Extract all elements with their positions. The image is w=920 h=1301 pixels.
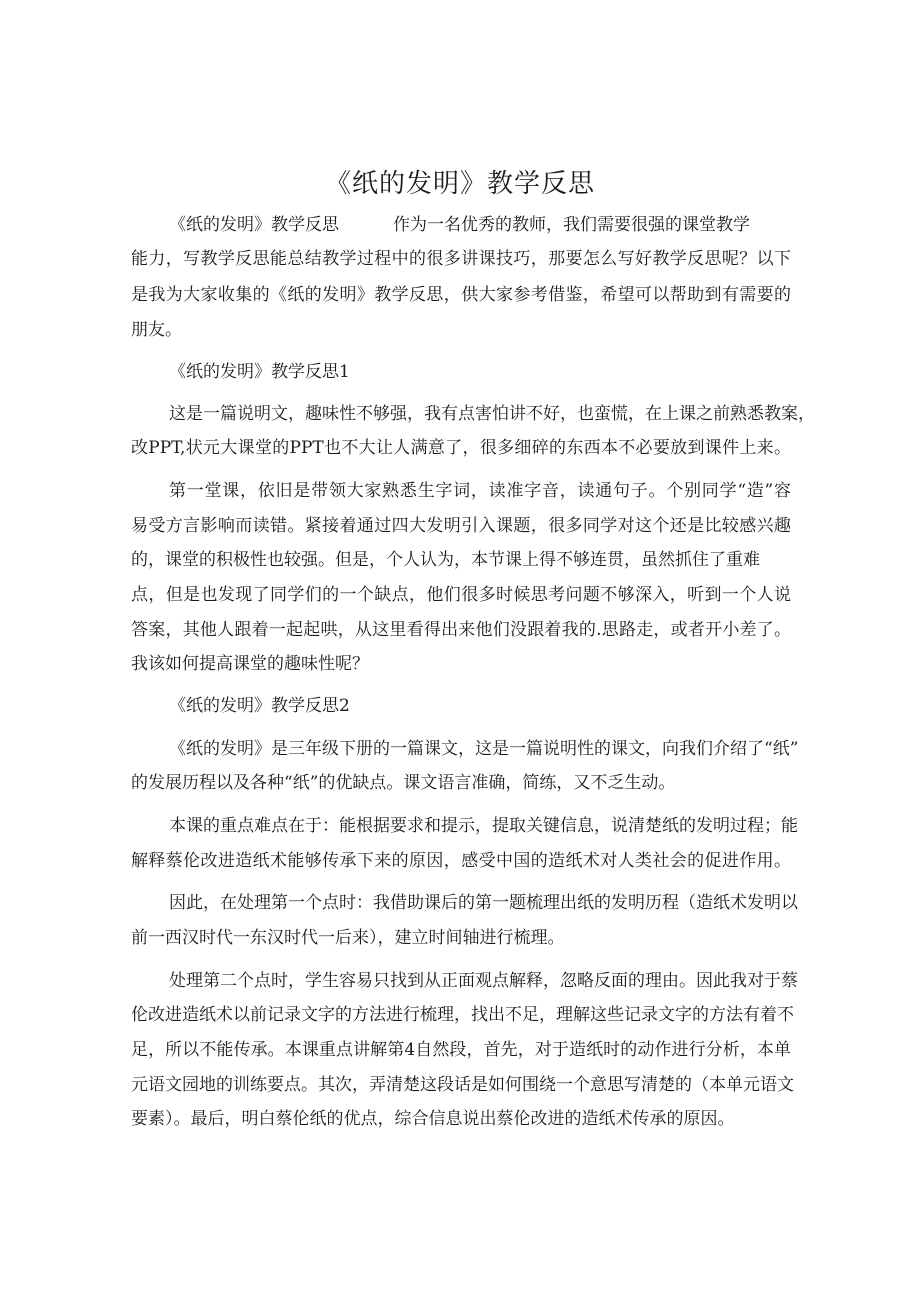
intro-line: 朋友。	[131, 320, 182, 340]
section2-p3-line: 前一西汉时代一东汉时代一后来），建立时间轴进行梳理。	[131, 928, 565, 948]
section2-p4-line: 足，所以不能传承。本课重点讲解第4自然段，首先，对于造纸时的动作进行分析，本单	[131, 1040, 791, 1060]
section2-p2-line: 本课的重点难点在于：能根据要求和提示，提取关键信息，说清楚纸的发明过程；能	[169, 816, 798, 836]
intro-line: 作为一名优秀的教师，我们需要很强的课堂教学	[393, 215, 750, 235]
intro-line: 能力，写教学反思能总结教学过程中的很多讲课技巧，那要怎么写好教学反思呢？以下	[131, 249, 791, 269]
section1-p2-line: 第一堂课，依旧是带领大家熟悉生字词，读准字音，读通句子。个别同学“造”容	[169, 481, 791, 501]
intro-line: 是我为大家收集的《纸的发明》教学反思，供大家参考借鉴，希望可以帮助到有需要的	[131, 285, 791, 305]
section2-heading: 《纸的发明》教学反思2	[169, 696, 350, 716]
section1-p1-line: 改PPT,状元大课堂的PPT也不大让人满意了，很多细碎的东西本不必要放到课件上来。	[131, 438, 791, 458]
section1-p1-line: 这是一篇说明文，趣味性不够强，我有点害怕讲不好，也蛮慌，在上课之前熟悉教案，	[169, 404, 815, 424]
section2-p4-line: 元语文园地的训练要点。其次，弄清楚这段话是如何围绕一个意思写清楚的（本单元语文	[131, 1075, 794, 1095]
section1-p2-line: 我该如何提高课堂的趣味性呢？	[131, 654, 369, 674]
section1-p2-line: 答案，其他人跟着一起起哄，从这里看得出来他们没跟着我的.思路走，或者开小差了。	[131, 620, 791, 640]
section1-p2-line: 的，课堂的积极性也较强。但是，个人认为，本节课上得不够连贯，虽然抓住了重难	[131, 550, 760, 570]
section2-p4-line: 处理第二个点时，学生容易只找到从正面观点解释，忽略反面的理由。因此我对于蔡	[169, 971, 798, 991]
intro-heading: 《纸的发明》教学反思	[169, 215, 339, 235]
intro-first-line	[169, 213, 791, 237]
section1-p2-line: 点，但是也发现了同学们的一个缺点，他们很多时候思考问题不够深入，听到一个人说	[131, 585, 791, 605]
section2-p2-line: 解释蔡伦改进造纸术能够传承下来的原因，感受中国的造纸术对人类社会的促进作用。	[131, 851, 791, 871]
section2-p1-line: 的发展历程以及各种“纸”的优缺点。课文语言准确，简练，又不乏生动。	[131, 773, 676, 793]
section1-heading: 《纸的发明》教学反思1	[169, 362, 350, 382]
section2-p1-line: 《纸的发明》是三年级下册的一篇课文，这是一篇说明性的课文，向我们介绍了“纸”	[169, 739, 799, 759]
document-title: 《纸的发明》教学反思	[324, 169, 595, 199]
section2-p4-line: 要素）。最后，明白蔡伦纸的优点，综合信息说出蔡伦改进的造纸术传承的原因。	[131, 1109, 735, 1129]
section2-p3-line: 因此，在处理第一个点时：我借助课后的第一题梳理出纸的发明历程（造纸术发明以	[169, 893, 798, 913]
section2-p4-line: 伦改进造纸术以前记录文字的方法进行梳理，找出不足，理解这些记录文字的方法有着不	[131, 1005, 794, 1025]
section1-p2-line: 易受方言影响而读错。紧接着通过四大发明引入课题，很多同学对这个还是比较感兴趣	[131, 516, 791, 536]
